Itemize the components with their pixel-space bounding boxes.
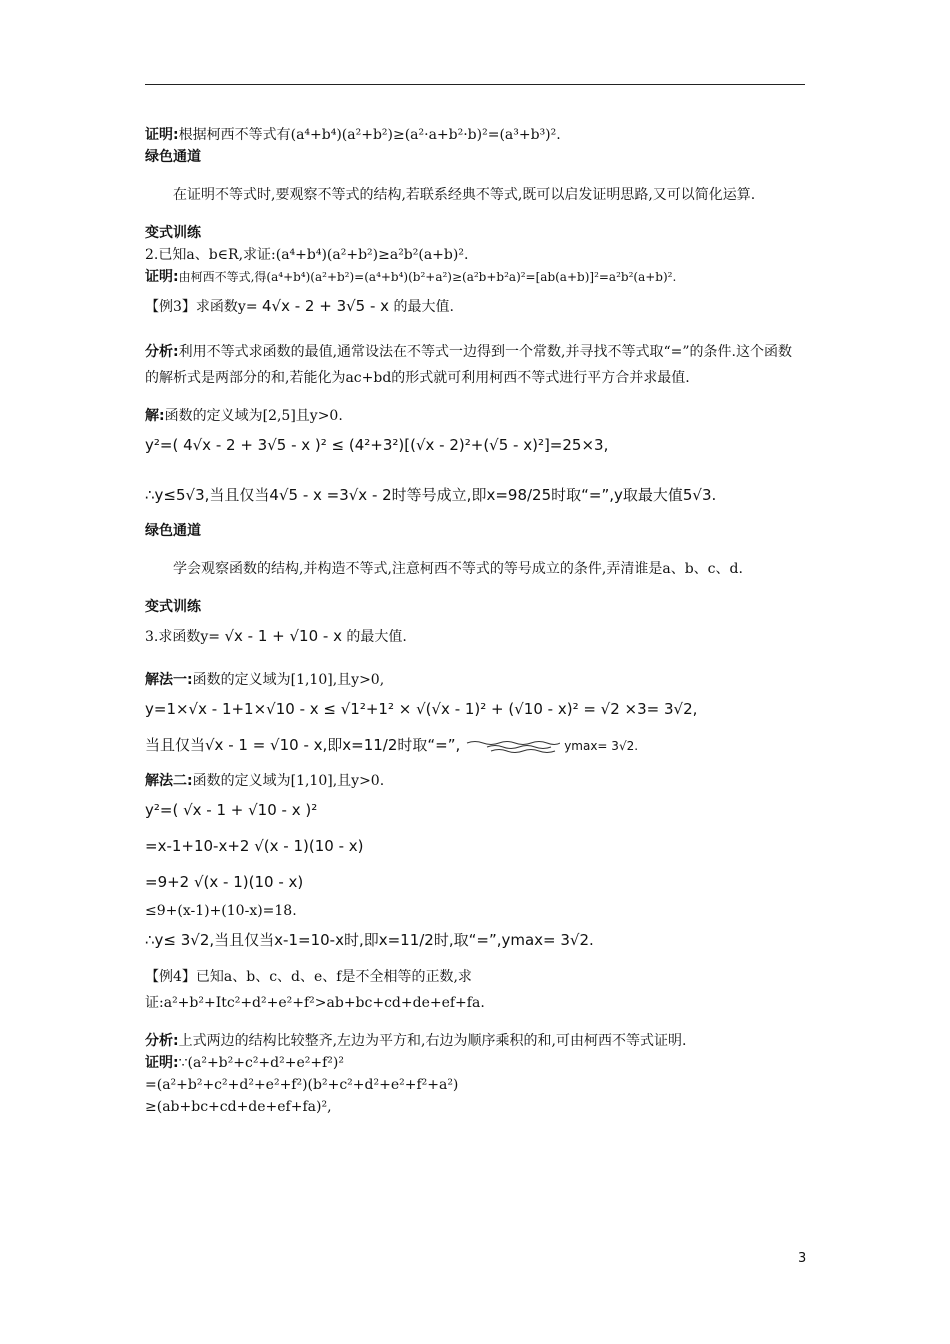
method-label: 解法一: (145, 672, 193, 688)
green-channel-paragraph-2: 学会观察函数的结构,并构造不等式,注意柯西不等式的等号成立的条件,弄清谁是a、b、c、d. (173, 561, 743, 577)
method-2-step-1: y²=( √x - 1 + √10 - x )² (145, 801, 318, 819)
proof-text: ∵(a²+b²+c²+d²+e²+f²)² (178, 1055, 344, 1071)
question-2: 2.已知a、b∈R,求证:(a⁴+b⁴)(a²+b²)≥a²b²(a+b)². (145, 247, 469, 263)
analysis-text: 上式两边的结构比较整齐,左边为平方和,右边为顺序乘积的和,可由柯西不等式证明. (178, 1033, 687, 1049)
analysis-label: 分析: (145, 344, 179, 360)
condition-text: 当且仅当√x - 1 = √10 - x,即x=11/2时取“=”, (145, 736, 461, 754)
example-suffix: 的最大值. (393, 299, 454, 315)
proof-text: 由柯西不等式,得(a⁴+b⁴)(a²+b²)=(a⁴+b⁴)(b²+a²)≥(a²b+b²a)²=[ab(a+b)]²=a²b²(a+b)². (178, 270, 677, 284)
solution-line (145, 405, 805, 427)
question-2-proof (145, 266, 805, 288)
example-3-formula: 4√x - 2 + 3√5 - x (262, 297, 390, 315)
proof-label: 证明: (145, 269, 179, 285)
wavy-mark-icon (465, 739, 560, 753)
solution-label: 解: (145, 408, 165, 424)
method-text: 函数的定义域为[1,10],且y>0. (192, 773, 385, 789)
question-3-formula: √x - 1 + √10 - x (224, 627, 342, 645)
green-channel-paragraph: 在证明不等式时,要观察不等式的结构,若联系经典不等式,既可以启发证明思路,又可以简化运算. (173, 187, 756, 203)
example-4: 【例4】已知a、b、c、d、e、f是不全相等的正数,求证:a²+b²+Itc²+d²+e²+f²>ab+bc+cd+de+ef+fa. (145, 969, 485, 1011)
method-2 (145, 770, 805, 792)
method-text: 函数的定义域为[1,10],且y>0, (192, 672, 385, 688)
drill-heading-2: 变式训练 (145, 599, 201, 615)
page-number: 3 (798, 1251, 807, 1266)
analysis-label: 分析: (145, 1033, 179, 1049)
green-channel-heading: 绿色通道 (145, 149, 201, 165)
example-3 (145, 288, 805, 325)
proof-line-1 (145, 124, 805, 146)
y-squared-inequality: y²=( 4√x - 2 + 3√5 - x )² ≤ (4²+3²)[(√x - 2)²+(√5 - x)²]=25×3, (145, 436, 609, 454)
proof-label: 证明: (145, 1055, 179, 1071)
question-suffix: 的最大值. (346, 629, 407, 645)
question-label: 3.求函数y= (145, 629, 220, 645)
drill-heading: 变式训练 (145, 225, 201, 241)
method-2-step-3: =9+2 √(x - 1)(10 - x) (145, 873, 304, 891)
method-2-step-4: ≤9+(x-1)+(10-x)=18. (145, 903, 297, 919)
method-1-equation: y=1×√x - 1+1×√10 - x ≤ √1²+1² × √(√x - 1)² + (√10 - x)² = √2 ×3= 3√2, (145, 700, 698, 718)
therefore-line (145, 477, 805, 514)
analysis-4 (145, 1030, 805, 1052)
solution-text: 函数的定义域为[2,5]且y>0. (164, 408, 343, 424)
analysis-text: 利用不等式求函数的最值,通常设法在不等式一边得到一个常数,并寻找不等式取“=”的条件.这个函数的解析式是两部分的和,若能化为ac+bd的形式就可利用柯西不等式进行平方合并求最值. (145, 344, 793, 386)
proof-4-step-3: ≥(ab+bc+cd+de+ef+fa)², (145, 1099, 332, 1115)
therefore-text: ∴y≤5√3,当且仅当4√5 - x =3√x - 2时等号成立,即x=98/25时取“=”,y取最大值5√3. (145, 486, 717, 504)
proof-4-step-2: =(a²+b²+c²+d²+e²+f²)(b²+c²+d²+e²+f²+a²) (145, 1077, 459, 1093)
proof-label: 证明: (145, 127, 179, 143)
method-1 (145, 669, 805, 691)
proof-text: 根据柯西不等式有(a⁴+b⁴)(a²+b²)≥(a²·a+b²·b)²=(a³+b³)². (178, 127, 561, 143)
question-3 (145, 618, 805, 655)
method-2-conclusion: ∴y≤ 3√2,当且仅当x-1=10-x时,即x=11/2时,取“=”,ymax= 3√2. (145, 931, 594, 949)
green-channel-heading-2: 绿色通道 (145, 523, 201, 539)
method-2-step-2: =x-1+10-x+2 √(x - 1)(10 - x) (145, 837, 364, 855)
header-rule (145, 84, 805, 85)
proof-4 (145, 1052, 805, 1074)
ymax-text: ymax= 3√2. (564, 739, 639, 753)
method-1-condition (145, 727, 805, 764)
example-label: 【例3】求函数y= (145, 299, 258, 315)
page-content (145, 124, 805, 1118)
method-label: 解法二: (145, 773, 193, 789)
analysis-paragraph (145, 339, 805, 391)
